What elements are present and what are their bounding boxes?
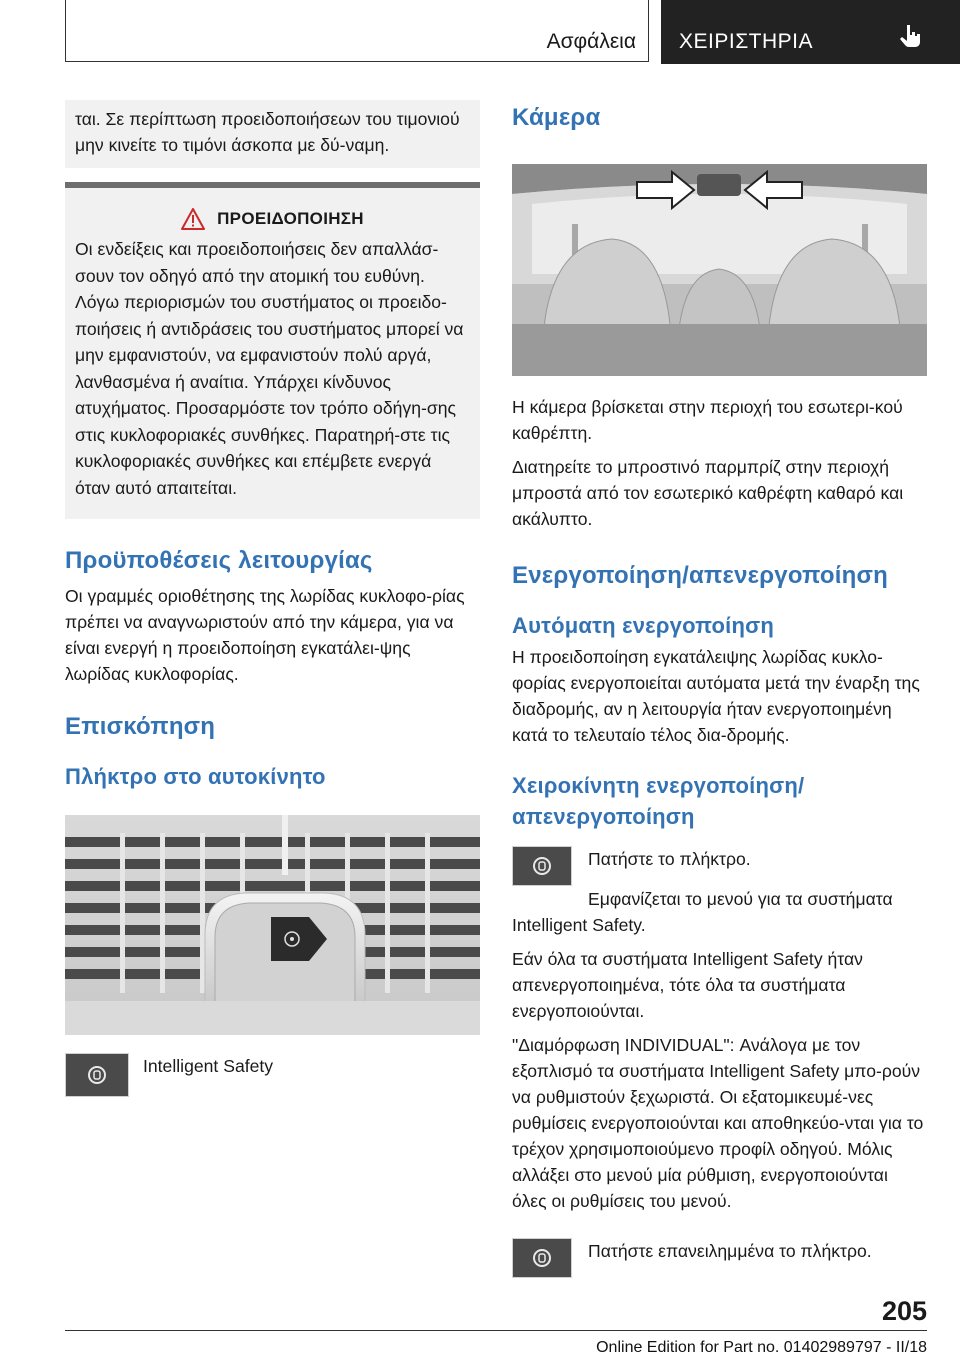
hand-pointer-icon	[898, 23, 924, 49]
press-button-row	[512, 846, 927, 886]
press-button-text: Πατήστε το πλήκτρο.	[588, 849, 751, 869]
overview-heading: Επισκόπηση	[65, 713, 216, 740]
prereq-text: Οι γραμμές οριοθέτησης της λωρίδας κυκλοφο-ρίας πρέπει να αναγνωριστούν από την κάμερα, για να είναι ενεργή η προειδοποίηση εγκατάλει-ψης λωρίδας κυκλοφορίας.	[65, 586, 465, 684]
menu-text: Εμφανίζεται το μενού για τα συστήματα Intelligent Safety.	[512, 889, 893, 935]
footer-divider	[65, 1330, 927, 1331]
camera-heading: Κάμερα	[512, 104, 601, 131]
manual-tab[interactable]	[661, 0, 960, 64]
intelligent-safety-row	[65, 1053, 480, 1097]
press-repeat-text: Πατήστε επανειλημμένα το πλήκτρο.	[588, 1241, 872, 1261]
intro-text: ται. Σε περίπτωση προειδοποιήσεων του τιμονιού μην κινείτε το τιμόνι άσκοπα με δύ-ναμη.	[75, 109, 460, 155]
edition-text: Online Edition for Part no. 01402989797 - II/18	[596, 1339, 927, 1356]
warning-triangle-icon	[181, 208, 205, 230]
intelligent-safety-label: Intelligent Safety	[143, 1056, 274, 1076]
camera-text-2: Διατηρείτε το μπροστινό παρμπρίζ στην περιοχή μπροστά από τον εσωτερικό καθρέφτη καθαρό και ακάλυπτο.	[512, 457, 904, 529]
page-number: 205	[881, 1296, 927, 1326]
manual-heading: Χειροκίνητη ενεργοποίηση/ απενεργοποίηση	[512, 773, 805, 829]
intelligent-safety-button-icon	[512, 846, 572, 886]
auto-text: Η προειδοποίηση εγκατάλειψης λωρίδας κυκλο-φορίας ενεργοποιείται αυτόματα μετά την έναρξη της διαδρομής, αν η λειτουργία ήταν ενεργοποιημένη κατά το τελευταίο τέλος δια-δρομής.	[512, 647, 920, 745]
intelligent-safety-button-icon	[65, 1053, 129, 1097]
activation-heading: Ενεργοποίηση/απενεργοποίηση	[512, 562, 888, 589]
press-repeat-row	[512, 1238, 927, 1278]
section-tab[interactable]	[65, 0, 649, 62]
intelligent-safety-button-icon	[512, 1238, 572, 1278]
all-off-text: Εάν όλα τα συστήματα Intelligent Safety ήταν απενεργοποιημένα, τότε όλα τα συστήματα ενεργοποιούνται.	[512, 949, 863, 1021]
warning-box	[65, 182, 480, 519]
intro-box	[65, 100, 480, 168]
dashboard-button-figure	[65, 815, 480, 1035]
camera-text-1: Η κάμερα βρίσκεται στην περιοχή του εσωτερι-κού καθρέπτη.	[512, 397, 903, 443]
button-heading: Πλήκτρο στο αυτοκίνητο	[65, 764, 326, 789]
header-tabs	[65, 0, 960, 64]
prereq-heading: Προϋποθέσεις λειτουργίας	[65, 547, 373, 574]
manual-tab-label: ΧΕΙΡΙΣΤΗΡΙΑ	[679, 30, 814, 53]
warning-text: Οι ενδείξεις και προειδοποιήσεις δεν απαλλάσ-σουν τον οδηγό από την ατομική του ευθύνη. Λόγω περιορισμών του συστήματος οι προειδο-ποιήσεις ή αντιδράσεις του συστήματος μπορεί να μην εμφανιστούν, να εμφανιστούν πολύ αργά, λανθασμένα ή αναίτια. Υπάρχει κίνδυνος ατυχήματος. Προσαρμόστε τον τρόπο οδήγη-σης στις κυκλοφοριακές συνθήκες. Παρατηρή-στε τις κυκλοφοριακές συνθήκες και επέμβετε ενεργά όταν αυτό απαιτείται.	[75, 239, 464, 498]
warning-title: ΠΡΟΕΙΔΟΠΟΙΗΣΗ	[217, 209, 364, 228]
right-column	[512, 100, 927, 1278]
camera-figure	[512, 164, 927, 376]
left-column	[65, 100, 480, 1097]
individual-text: "Διαμόρφωση INDIVIDUAL": Ανάλογα με τον εξοπλισμό τα συστήματα Intelligent Safety μπο-ρούν να ρυθμιστούν ξεχωριστά. Οι εξατομικευμέ-νες ρυθμίσεις ενεργοποιούνται και αποθηκεύο-νται για το τρέχον χρησιμοποιούμενο προφίλ οδηγού. Μόλις αλλάξει στο μενού μία ρύθμιση, ενεργοποιούνται όλες οι ρυθμίσεις του μενού.	[512, 1035, 924, 1211]
section-tab-label: Ασφάλεια	[546, 30, 636, 53]
auto-heading: Αυτόματη ενεργοποίηση	[512, 613, 775, 638]
